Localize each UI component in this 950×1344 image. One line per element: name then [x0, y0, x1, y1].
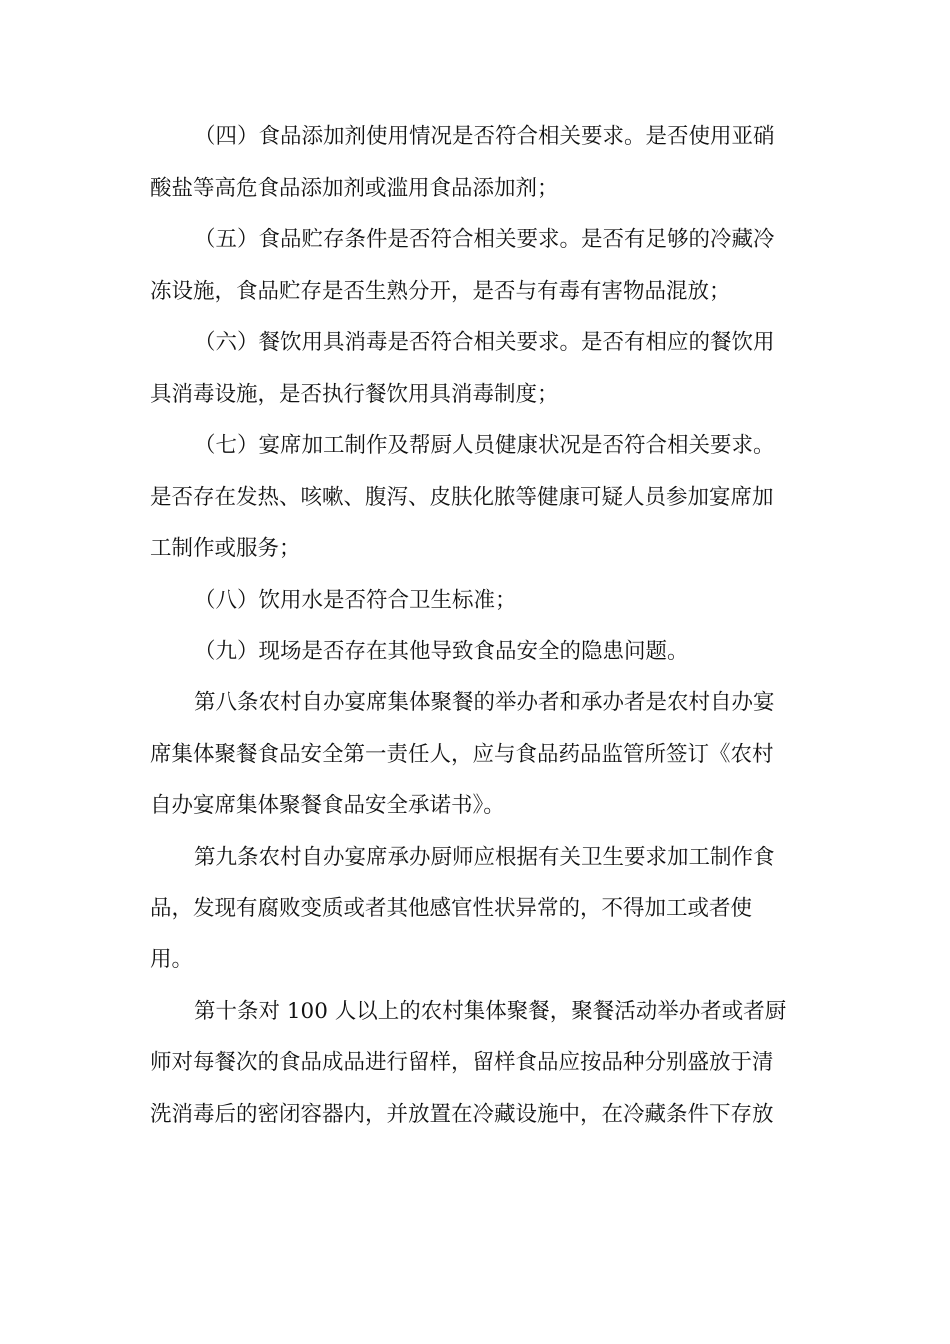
- text-line: [0, 838, 950, 878]
- text-line-content: 具消毒设施，是否执行餐饮用具消毒制度；: [150, 382, 559, 407]
- text-line-content: 工制作或服务；: [150, 536, 301, 561]
- text-line: [0, 220, 950, 260]
- text-line-content: 师对每餐次的食品成品进行留样，留样食品应按品种分别盛放于清: [150, 1050, 774, 1075]
- text-line-content: 酸盐等高危食品添加剂或滥用食品添加剂；: [150, 176, 559, 201]
- text-line: [0, 478, 950, 518]
- text-line: [0, 117, 950, 157]
- text-line-content: （五）食品贮存条件是否符合相关要求。是否有足够的冷藏冷: [194, 227, 775, 252]
- text-line: [0, 632, 950, 672]
- text-line: [0, 1043, 950, 1083]
- text-line-content: （六）餐饮用具消毒是否符合相关要求。是否有相应的餐饮用: [194, 330, 775, 355]
- text-line: [0, 581, 950, 621]
- text-line-content: 品，发现有腐败变质或者其他感官性状异常的，不得加工或者使: [150, 896, 753, 921]
- text-line-content: 冻设施，食品贮存是否生熟分开，是否与有毒有害物品混放；: [150, 279, 731, 304]
- text-line-content: 自办宴席集体聚餐食品安全承诺书》。: [150, 793, 505, 818]
- text-line-content: 洗消毒后的密闭容器内，并放置在冷藏设施中，在冷藏条件下存放: [150, 1102, 774, 1127]
- text-line: [0, 683, 950, 723]
- text-line-content: 第八条农村自办宴席集体聚餐的举办者和承办者是农村自办宴: [194, 690, 775, 715]
- text-line-content: 用。: [150, 947, 194, 972]
- text-line: [0, 735, 950, 775]
- text-line: [0, 426, 950, 466]
- text-line: [0, 169, 950, 209]
- text-line-content: 第十条对 100 人以上的农村集体聚餐，聚餐活动举办者或者厨: [194, 999, 787, 1024]
- text-line-content: （八）饮用水是否符合卫生标准；: [194, 588, 517, 613]
- text-line-content: （七）宴席加工制作及帮厨人员健康状况是否符合相关要求。: [194, 433, 775, 458]
- text-line: [0, 1095, 950, 1135]
- text-line: [0, 323, 950, 363]
- text-line-content: 第九条农村自办宴席承办厨师应根据有关卫生要求加工制作食: [194, 845, 775, 870]
- text-line: [0, 272, 950, 312]
- text-line-content: （九）现场是否存在其他导致食品安全的隐患问题。: [194, 639, 689, 664]
- text-line: [0, 786, 950, 826]
- text-line: [0, 889, 950, 929]
- text-line-content: （四）食品添加剂使用情况是否符合相关要求。是否使用亚硝: [194, 124, 775, 149]
- text-line-content: 是否存在发热、咳嗽、腹泻、皮肤化脓等健康可疑人员参加宴席加: [150, 485, 774, 510]
- text-line: [0, 375, 950, 415]
- text-line: [0, 992, 950, 1032]
- text-line: [0, 529, 950, 569]
- text-line-content: 席集体聚餐食品安全第一责任人，应与食品药品监管所签订《农村: [150, 742, 774, 767]
- text-line: [0, 940, 950, 980]
